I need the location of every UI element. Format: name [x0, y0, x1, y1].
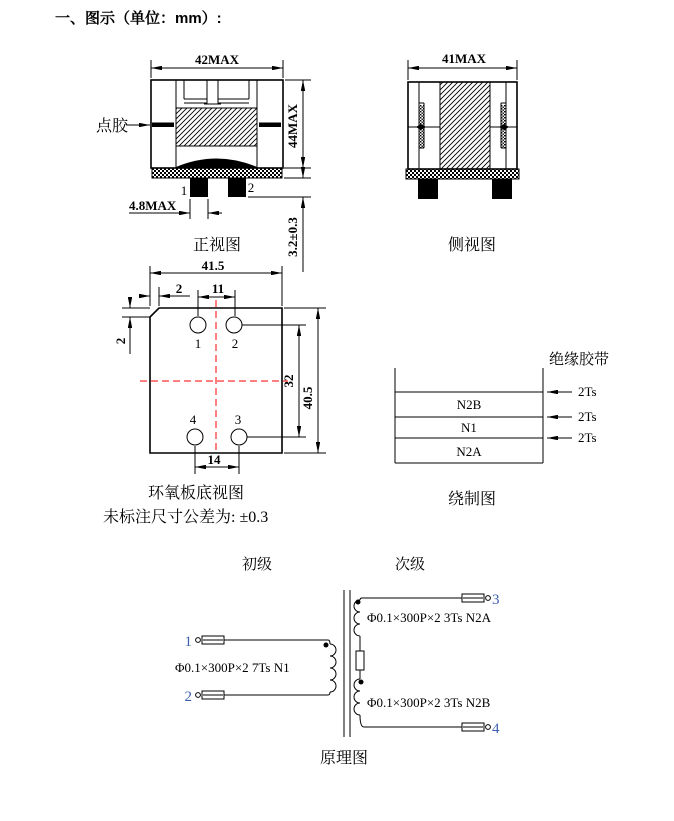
secondary-winding-a-spec: Φ0.1×300P×2 3Ts N2A: [367, 610, 492, 625]
glue-label: 点胶: [96, 118, 129, 135]
tape-turns-3: 2Ts: [578, 430, 597, 445]
front-top-channel: [184, 80, 249, 103]
front-view-label: 正视图: [192, 237, 242, 254]
side-winding-hatch: [440, 82, 490, 169]
front-pin-1: [190, 178, 208, 197]
tolerance-note: 未标注尺寸公差为: ±0.3: [103, 509, 269, 526]
schematic-pin1-number: 1: [184, 634, 192, 650]
dim-text-41p5: 41.5: [201, 258, 225, 273]
side-view-label: 侧视图: [447, 237, 497, 254]
front-epoxy-board: [152, 168, 282, 178]
front-pin2-number: 2: [247, 180, 255, 195]
dim-text-41max: 41MAX: [441, 51, 487, 66]
n2b-coil: [354, 679, 360, 715]
primary-label: 初级: [241, 557, 273, 573]
n2a-coil: [354, 600, 360, 636]
ext-lines-3p2: [248, 178, 311, 197]
dim-text-11: 11: [211, 281, 225, 296]
schematic: [175, 556, 500, 767]
pin4-terminal-circle: [486, 725, 491, 730]
glue-dot-left: [152, 123, 174, 128]
front-solder-meniscus: [176, 159, 257, 169]
dim-text-32: 32: [281, 374, 296, 388]
dim-text-42max: 42MAX: [194, 52, 240, 67]
page-title: 一、图示（单位：mm）:: [55, 10, 222, 27]
front-center-leg: [207, 80, 218, 104]
layer-n2b: N2B: [456, 397, 482, 412]
ext-lines-4p8max: [190, 199, 208, 219]
front-pin1-number: 1: [180, 183, 188, 198]
glue-dot-right: [259, 123, 281, 128]
front-winding-hatch: [176, 108, 257, 146]
hole-pin-1: [190, 317, 206, 333]
schematic-pin4-number: 4: [492, 721, 500, 737]
bottom-view-label: 环氧板底视图: [147, 485, 245, 502]
pin2-terminal-circle: [196, 693, 201, 698]
pin4-wire: [360, 715, 462, 727]
hole1-number: 1: [194, 336, 202, 351]
tape-turns-2: 2Ts: [578, 409, 597, 424]
ext-lines-chamfer-h: [122, 308, 150, 317]
primary-polarity-dot: [324, 643, 329, 648]
pin3-terminal-circle: [486, 596, 491, 601]
winding-diagram: [395, 351, 609, 508]
side-view: [406, 51, 519, 254]
dim-text-chamfer-h: 2: [113, 337, 128, 345]
dim-text-44max: 44MAX: [285, 103, 300, 149]
hole-pin-4: [187, 429, 203, 445]
hole4-number: 4: [189, 412, 197, 427]
schematic-pin2-number: 2: [184, 689, 192, 705]
pin1-terminal-circle: [196, 638, 201, 643]
layer-n1: N1: [461, 420, 477, 435]
n2b-polarity-dot: [359, 680, 364, 685]
layer-n2a: N2A: [456, 444, 482, 459]
hole3-number: 3: [234, 412, 242, 427]
primary-coil: [330, 644, 336, 692]
primary-wire-bend-bottom: [328, 692, 330, 695]
schematic-label: 原理图: [319, 750, 369, 767]
pin3-wire: [360, 598, 462, 600]
hole2-number: 2: [231, 336, 239, 351]
dim-text-chamfer-w: 2: [175, 281, 183, 296]
front-pin-2: [228, 178, 246, 197]
dim-text-4p8max: 4.8MAX: [129, 198, 177, 213]
side-epoxy-board: [406, 169, 519, 179]
dim-text-14: 14: [207, 452, 221, 467]
primary-wire-bend-top: [328, 640, 330, 644]
front-view: [96, 52, 311, 272]
secondary-label: 次级: [394, 557, 426, 573]
dim-text-3p2: 3.2±0.3: [285, 217, 300, 257]
winding-diagram-label: 绕制图: [447, 491, 497, 508]
dim-text-40p5: 40.5: [300, 386, 315, 410]
hole-pin-2: [226, 317, 242, 333]
primary-winding-spec: Φ0.1×300P×2 7Ts N1: [175, 660, 290, 675]
tape-turns-1: 2Ts: [578, 384, 597, 399]
secondary-winding-b-spec: Φ0.1×300P×2 3Ts N2B: [367, 695, 491, 710]
sleeve-tube: [356, 651, 364, 670]
bottom-view: [103, 258, 326, 526]
tape-label: 绝缘胶带: [549, 352, 610, 368]
side-pin-left: [418, 179, 438, 199]
hole-pin-3: [231, 429, 247, 445]
side-pin-right: [492, 179, 512, 199]
core-lines: [344, 590, 350, 737]
schematic-pin3-number: 3: [492, 592, 500, 608]
